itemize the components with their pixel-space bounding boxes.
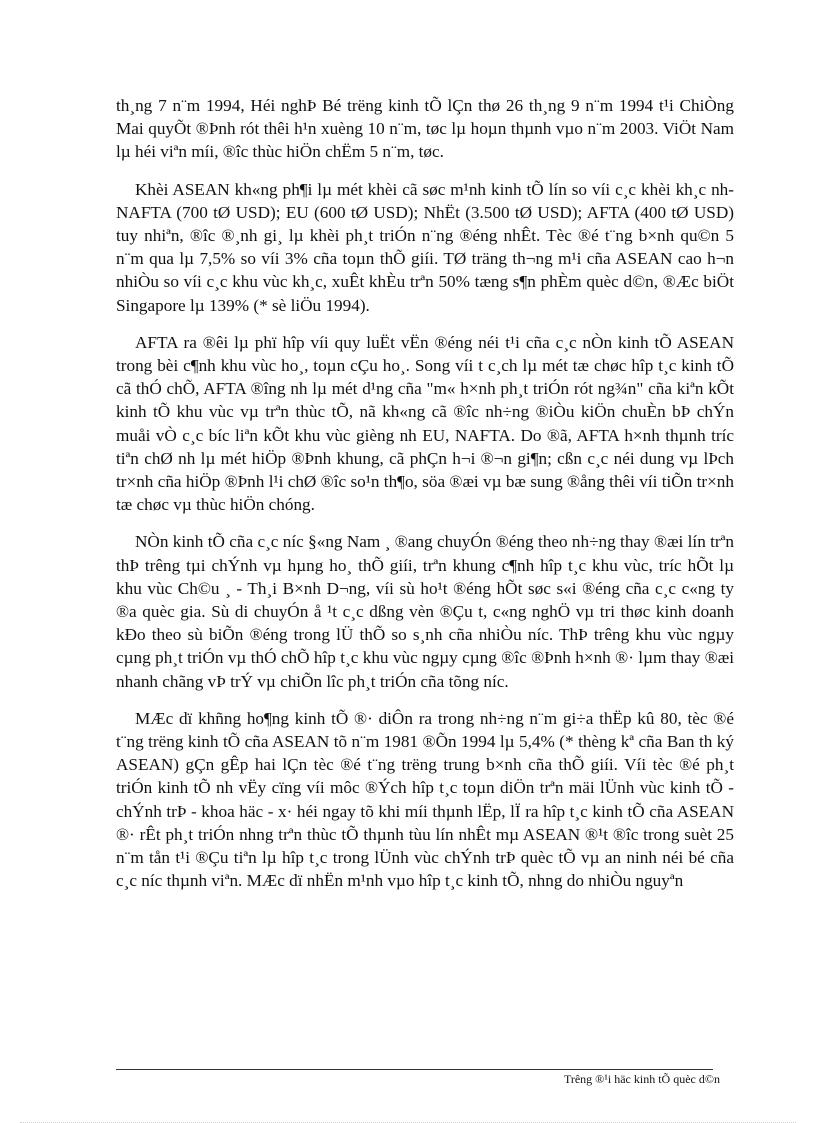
- paragraph-3: AFTA ra ®êi lµ phï hîp víi quy luËt vËn ®éng néi t¹i cña c¸c nÒn kinh tÕ ASEAN trong bèi c¶nh khu vùc ho¸, toµn cÇu ho¸. Song víi t c¸ch lµ mét tæ chøc hîp t¸c kinh tÕ cã thÓ chÕ, AFTA ®îng nh lµ mét d¹ng cña "m« h×nh ph¸t triÓn rót ng¾n" cña kiªn kÕt kinh tÕ khu vùc vµ trªn thùc tÕ, nã kh«ng cã ®îc nh÷ng ®iÒu kiÖn chuÈn bÞ chÝn muåi vÒ c¸c bíc liªn kÕt khu vùc gièng nh EU, NAFTA. Do ®ã, AFTA h×nh thµnh tríc tiªn chØ nh lµ mét hiÖp ®Þnh khung, cã phÇn h¬i ®¬n gi¶n; cßn c¸c néi dung vµ lÞch tr×nh cña hiÖp ®Þnh l¹i chØ ®îc so¹n th¶o, söa ®æi vµ bæ sung ®ång thêi víi tiÕn tr×nh tæ chøc vµ thùc hiÖn chóng.: [116, 332, 734, 515]
- paragraph-1: th¸ng 7 n¨m 1994, Héi nghÞ Bé trëng kinh tÕ lÇn thø 26 th¸ng 9 n¨m 1994 t¹i ChiÒng Mai quyÕt ®Þnh rót thêi h¹n xuèng 10 n¨m, tøc lµ hoµn thµnh vµo n¨m 2003. ViÖt Nam lµ héi viªn míi, ®îc thùc hiÖn chËm 5 n¨m, tøc.: [116, 96, 734, 162]
- paragraph-4: NÒn kinh tÕ cña c¸c níc §«ng Nam ¸ ®ang chuyÓn ®éng theo nh÷ng thay ®æi lín trªn thÞ trêng tµi chÝnh vµ hµng ho¸ thÕ giíi, trªn khung c¶nh hîp t¸c khu vùc, tríc hÕt lµ khu vùc Ch©u ¸ - Th¸i B×nh D¬ng, víi sù ho¹t ®éng hÕt søc s«i ®éng cña c¸c c«ng ty ®a quèc gia. Sù di chuyÓn å ¹t c¸c dßng vèn ®Çu t, c«ng nghÖ vµ tri thøc kinh doanh kÐo theo sù biÕn ®éng trong lÜ thÕ so s¸nh cña nhiÒu níc. ThÞ trêng khu vùc ngµy cµng ph¸t triÓn vµ thÓ chÕ hîp t¸c khu vùc ngµy cµng ®îc ®Þnh h×nh ®· lµm thay ®æi nhanh chãng vÞ trÝ vµ chiÕn lîc ph¸t triÓn cña tõng níc.: [116, 532, 734, 691]
- body-text: [116, 94, 734, 907]
- footer-label: Trêng ®¹i häc kinh tÕ quèc d©n: [563, 1072, 720, 1086]
- paragraph-5: MÆc dï khñng ho¶ng kinh tÕ ®· diÔn ra trong nh÷ng n¨m gi÷a thËp kû 80, tèc ®é t¨ng trëng kinh tÕ cña ASEAN tõ n¨m 1981 ®Õn 1994 lµ 5,4% (* thèng kª cña Ban th ký ASEAN) gÇn gÊp hai lÇn tèc ®é t¨ng trëng trung b×nh cña thÕ giíi. Víi tèc ®é ph¸t triÓn kinh tÕ nh vËy cïng víi môc ®Ých hîp t¸c toµn diÖn trªn mäi lÜnh vùc kinh tÕ - chÝnh trÞ - khoa häc - x· héi ngay tõ khi míi thµnh lËp, lÏ ra hîp t¸c kinh tÕ cña ASEAN ®· rÊt ph¸t triÓn nhng trªn thùc tÕ thµnh tùu lín nhÊt mµ ASEAN ®¹t ®îc trong suèt 25 n¨m tån t¹i ®Çu tiªn lµ hîp t¸c trong lÜnh vùc chÝnh trÞ quèc tÕ vµ an ninh néi bé cña c¸c níc thµnh viªn. MÆc dï nhËn m¹nh vµo hîp t¸c kinh tÕ, nhng do nhiÒu nguyªn: [116, 708, 734, 891]
- footer-divider: [116, 1069, 713, 1070]
- paragraph-2: Khèi ASEAN kh«ng ph¶i lµ mét khèi cã søc m¹nh kinh tÕ lín so víi c¸c khèi kh¸c nh NAFTA (700 tØ USD); EU (600 tØ USD); NhËt (3.500 tØ USD); AFTA (400 tØ USD) tuy nhiªn, ®îc ®¸nh gi¸ lµ khèi ph¸t triÓn n¨ng ®éng nhÊt. Tèc ®é t¨ng b×nh qu©n 5 n¨m qua lµ 7,5% so víi 3% cña toµn thÕ giíi. TØ träng th¬ng m¹i cña ASEAN cao h¬n nhiÒu so víi c¸c khu vùc kh¸c, xuÊt khÈu trªn 50% tæng s¶n phÈm quèc d©n, ®Æc biÖt Singapore lµ 139% (* sè liÖu 1994).: [116, 179, 734, 315]
